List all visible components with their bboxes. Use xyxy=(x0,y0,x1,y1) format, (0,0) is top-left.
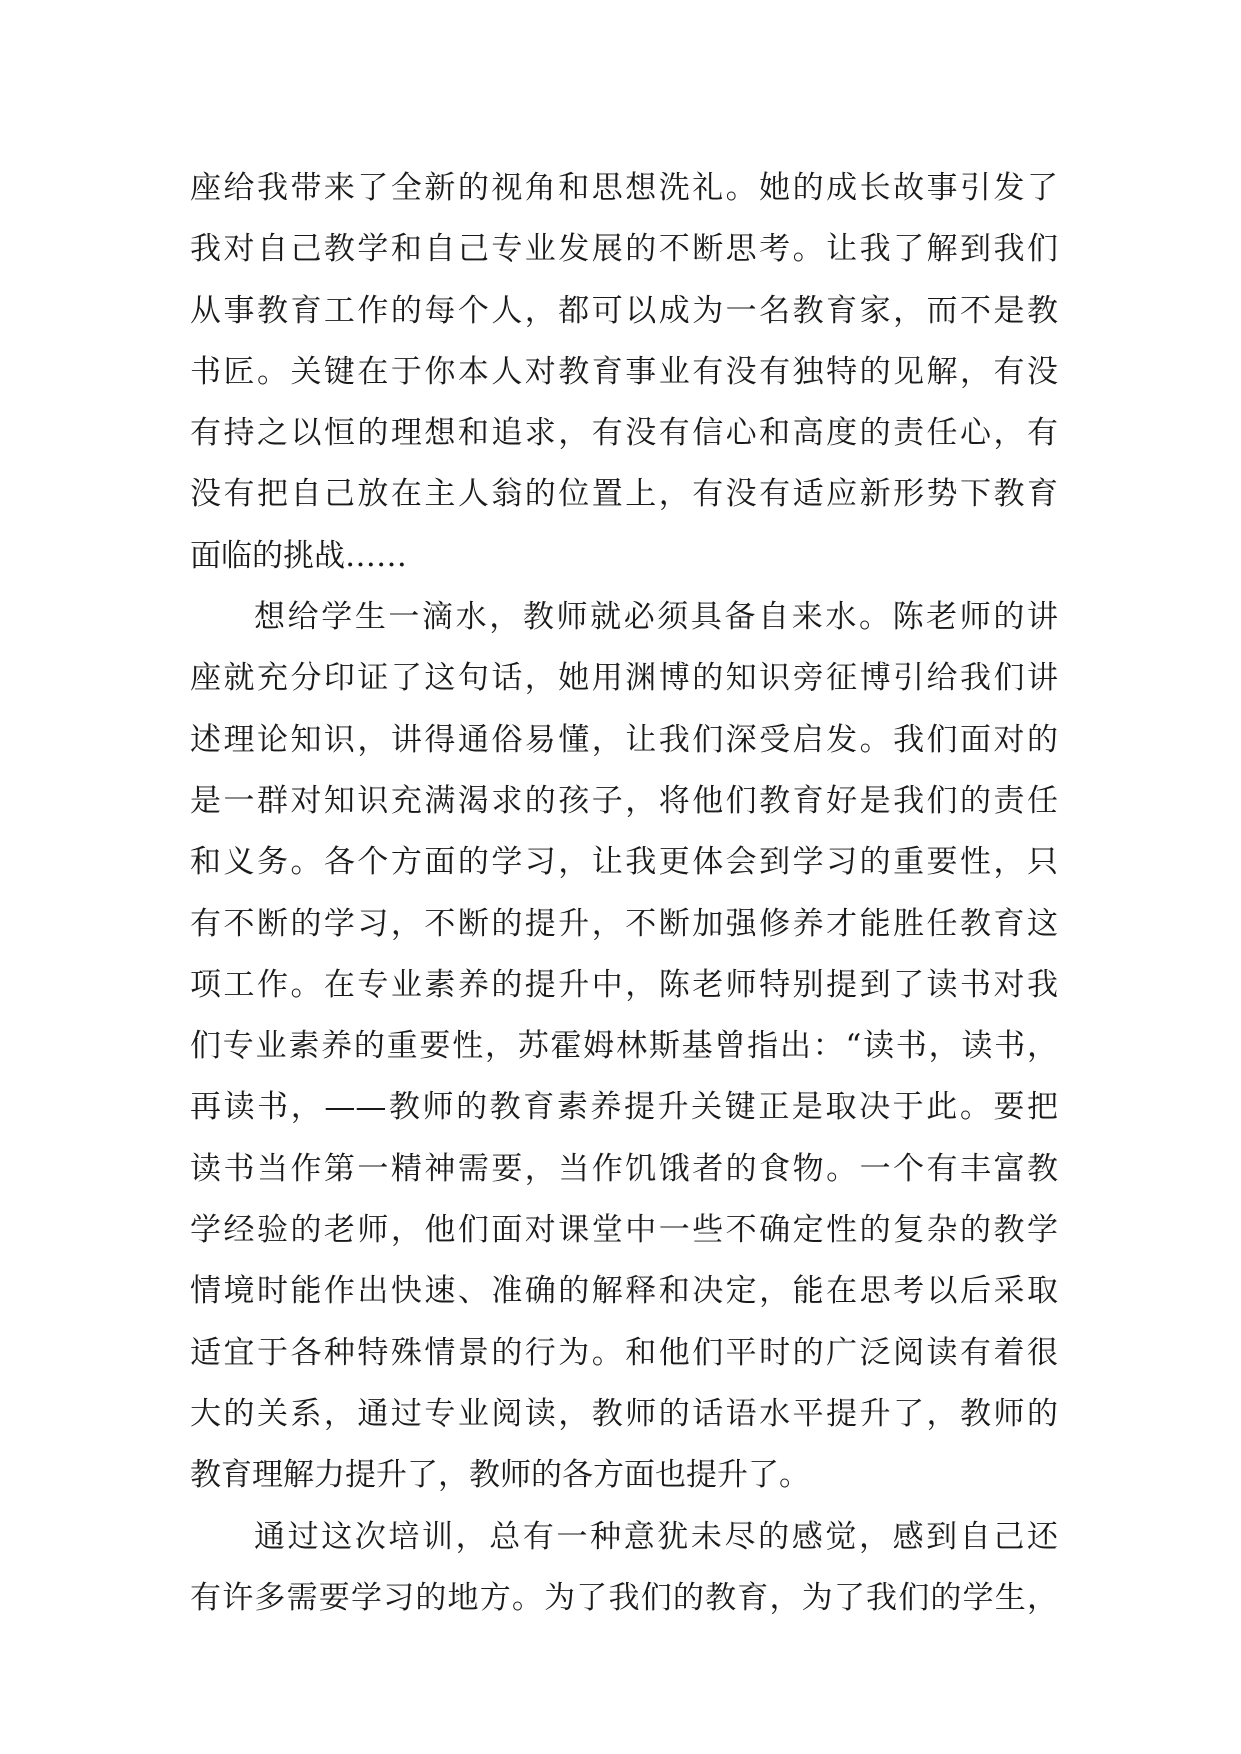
text-line: 想给学生一滴水，教师就必须具备自来水。陈老师的讲 xyxy=(254,599,1058,636)
text-line: 书匠。关键在于你本人对教育事业有没有独特的见解，有没 xyxy=(190,353,1058,390)
text-line: 座就充分印证了这句话，她用渊博的知识旁征博引给我们讲 xyxy=(190,660,1058,697)
text-line: 们专业素养的重要性，苏霍姆林斯基曾指出：“读书，读书， xyxy=(190,1028,1058,1065)
text-line: 有不断的学习，不断的提升，不断加强修养才能胜任教育这 xyxy=(190,905,1058,942)
paragraph xyxy=(190,158,1058,587)
text-line: 没有把自己放在主人翁的位置上，有没有适应新形势下教育 xyxy=(190,476,1058,513)
text-line: 述理论知识，讲得通俗易懂，让我们深受启发。我们面对的 xyxy=(190,721,1058,758)
text-line: 通过这次培训，总有一种意犹未尽的感觉，感到自己还 xyxy=(254,1518,1058,1555)
text-line: 座给我带来了全新的视角和思想洗礼。她的成长故事引发了 xyxy=(190,170,1058,206)
text-line: 我对自己教学和自己专业发展的不断思考。让我了解到我们 xyxy=(190,231,1058,268)
text-line: 从事教育工作的每个人，都可以成为一名教育家，而不是教 xyxy=(190,292,1058,329)
text-line: 读书当作第一精神需要，当作饥饿者的食物。一个有丰富教 xyxy=(190,1150,1058,1187)
text-line: 再读书，——教师的教育素养提升关键正是取决于此。要把 xyxy=(190,1089,1058,1126)
text-line: 是一群对知识充满渴求的孩子，将他们教育好是我们的责任 xyxy=(190,782,1058,819)
text-line: 情境时能作出快速、准确的解释和决定，能在思考以后采取 xyxy=(190,1273,1058,1310)
text-line: 大的关系，通过专业阅读，教师的话语水平提升了，教师的 xyxy=(190,1395,1058,1432)
text-line: 有持之以恒的理想和追求，有没有信心和高度的责任心，有 xyxy=(190,415,1058,452)
paragraph xyxy=(190,1507,1058,1630)
text-line: 教育理解力提升了，教师的各方面也提升了。 xyxy=(190,1457,810,1494)
text-line: 学经验的老师，他们面对课堂中一些不确定性的复杂的教学 xyxy=(190,1212,1058,1249)
paragraph xyxy=(190,587,1058,1506)
document-body xyxy=(190,158,1058,1629)
text-line: 项工作。在专业素养的提升中，陈老师特别提到了读书对我 xyxy=(190,966,1058,1003)
text-line: 有许多需要学习的地方。为了我们的教育，为了我们的学生， xyxy=(190,1579,1058,1616)
text-line: 和义务。各个方面的学习，让我更体会到学习的重要性，只 xyxy=(190,844,1058,881)
text-line: 面临的挑战…… xyxy=(190,537,407,574)
text-line: 适宜于各种特殊情景的行为。和他们平时的广泛阅读有着很 xyxy=(190,1334,1058,1371)
